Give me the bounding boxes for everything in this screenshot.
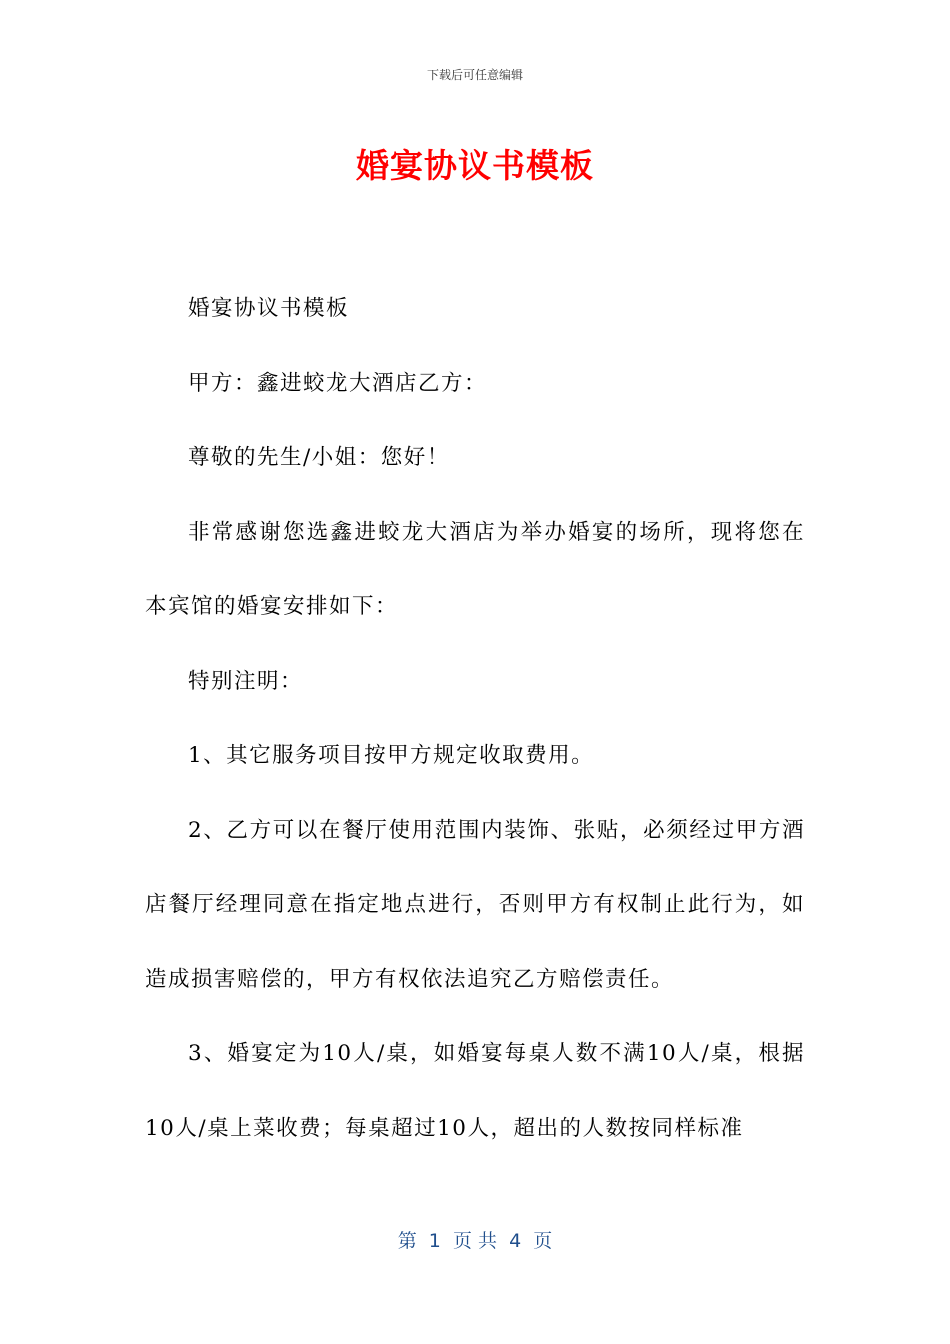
document-body xyxy=(145,272,805,1166)
paragraph-clause-1: 1、其它服务项目按甲方规定收取费用。 xyxy=(188,743,595,768)
paragraph-parties: 甲方：鑫进蛟龙大酒店乙方： xyxy=(188,370,488,396)
paragraph-greeting: 尊敬的先生/小姐：您好！ xyxy=(188,445,450,470)
paragraph-clause-2: 2、乙方可以在餐厅使用范围内装饰、张贴，必须经过甲方酒店餐厅经理同意在指定地点进行，否则甲方有权制止此行为，如造成损害赔偿的，甲方有权依法追究乙方赔偿责任。 xyxy=(145,817,805,992)
paragraph-heading: 婚宴协议书模板 xyxy=(188,296,350,321)
paragraph-special-note: 特别注明： xyxy=(188,668,304,694)
paragraph-clause-3: 3、婚宴定为10人/桌，如婚宴每桌人数不满10人/桌，根据10人/桌上菜收费；每桌超过10人，超出的人数按同样标准 xyxy=(145,1041,805,1141)
paragraph-intro: 非常感谢您选鑫进蛟龙大酒店为举办婚宴的场所，现将您在本宾馆的婚宴安排如下： xyxy=(145,519,805,619)
page-number-footer: 第 1 页 共 4 页 xyxy=(397,1230,553,1252)
document-title: 婚宴协议书模板 xyxy=(356,146,594,185)
header-note: 下载后可任意编辑 xyxy=(426,68,523,82)
